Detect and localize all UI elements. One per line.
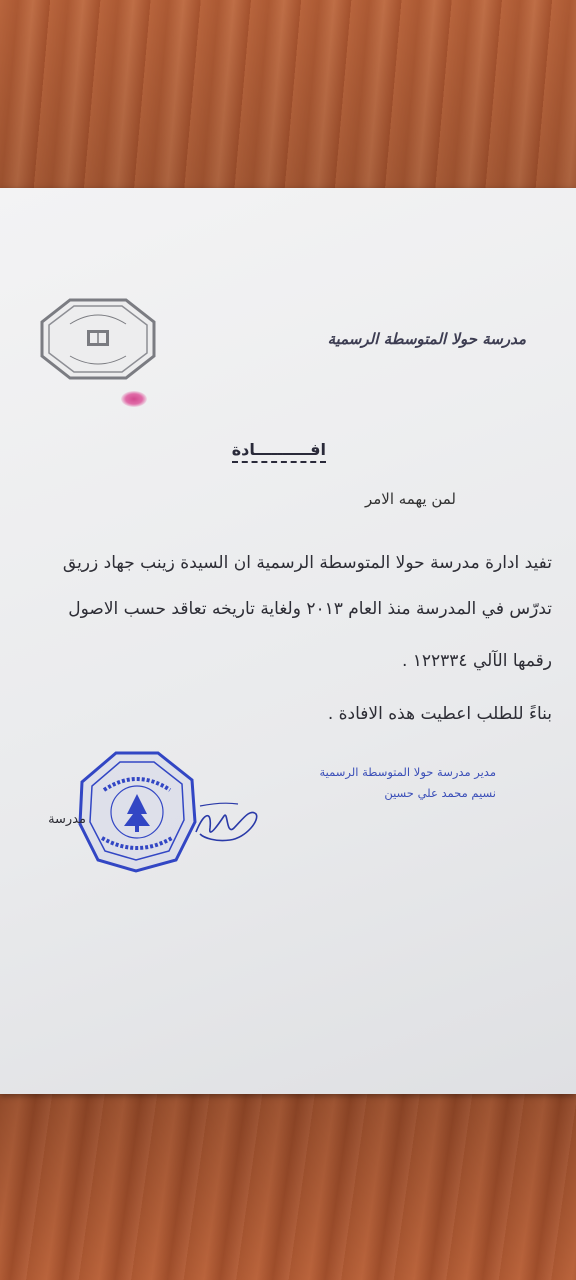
handwritten-signature xyxy=(190,792,260,848)
signer-name: نسيم محمد علي حسين xyxy=(384,786,496,800)
body-line: تفيد ادارة مدرسة حولا المتوسطة الرسمية ان السيدة زينب جهاد زريق xyxy=(62,553,552,573)
signature-block xyxy=(320,762,496,804)
signer-role: مدير مدرسة حولا المتوسطة الرسمية xyxy=(319,765,496,779)
body-line: تدرّس في المدرسة منذ العام ٢٠١٣ ولغاية تاريخه تعاقد حسب الاصول xyxy=(68,599,552,619)
salutation: لمن يهمه الامر xyxy=(364,490,456,508)
stamp-side-text: مدرسة xyxy=(48,812,86,827)
wooden-table-bottom xyxy=(0,1092,576,1280)
school-seal-logo xyxy=(40,298,156,380)
official-stamp xyxy=(76,750,198,874)
school-header: مدرسة حولا المتوسطة الرسمية xyxy=(327,330,526,348)
body-line: بناءً للطلب اعطيت هذه الافادة . xyxy=(327,704,552,724)
ink-smudge xyxy=(121,391,147,407)
body-line: رقمها الآلي ١٢٢٣٣٤ . xyxy=(401,651,552,671)
wooden-table-top xyxy=(0,0,576,190)
document-title: افــــــــــادة xyxy=(232,440,326,463)
